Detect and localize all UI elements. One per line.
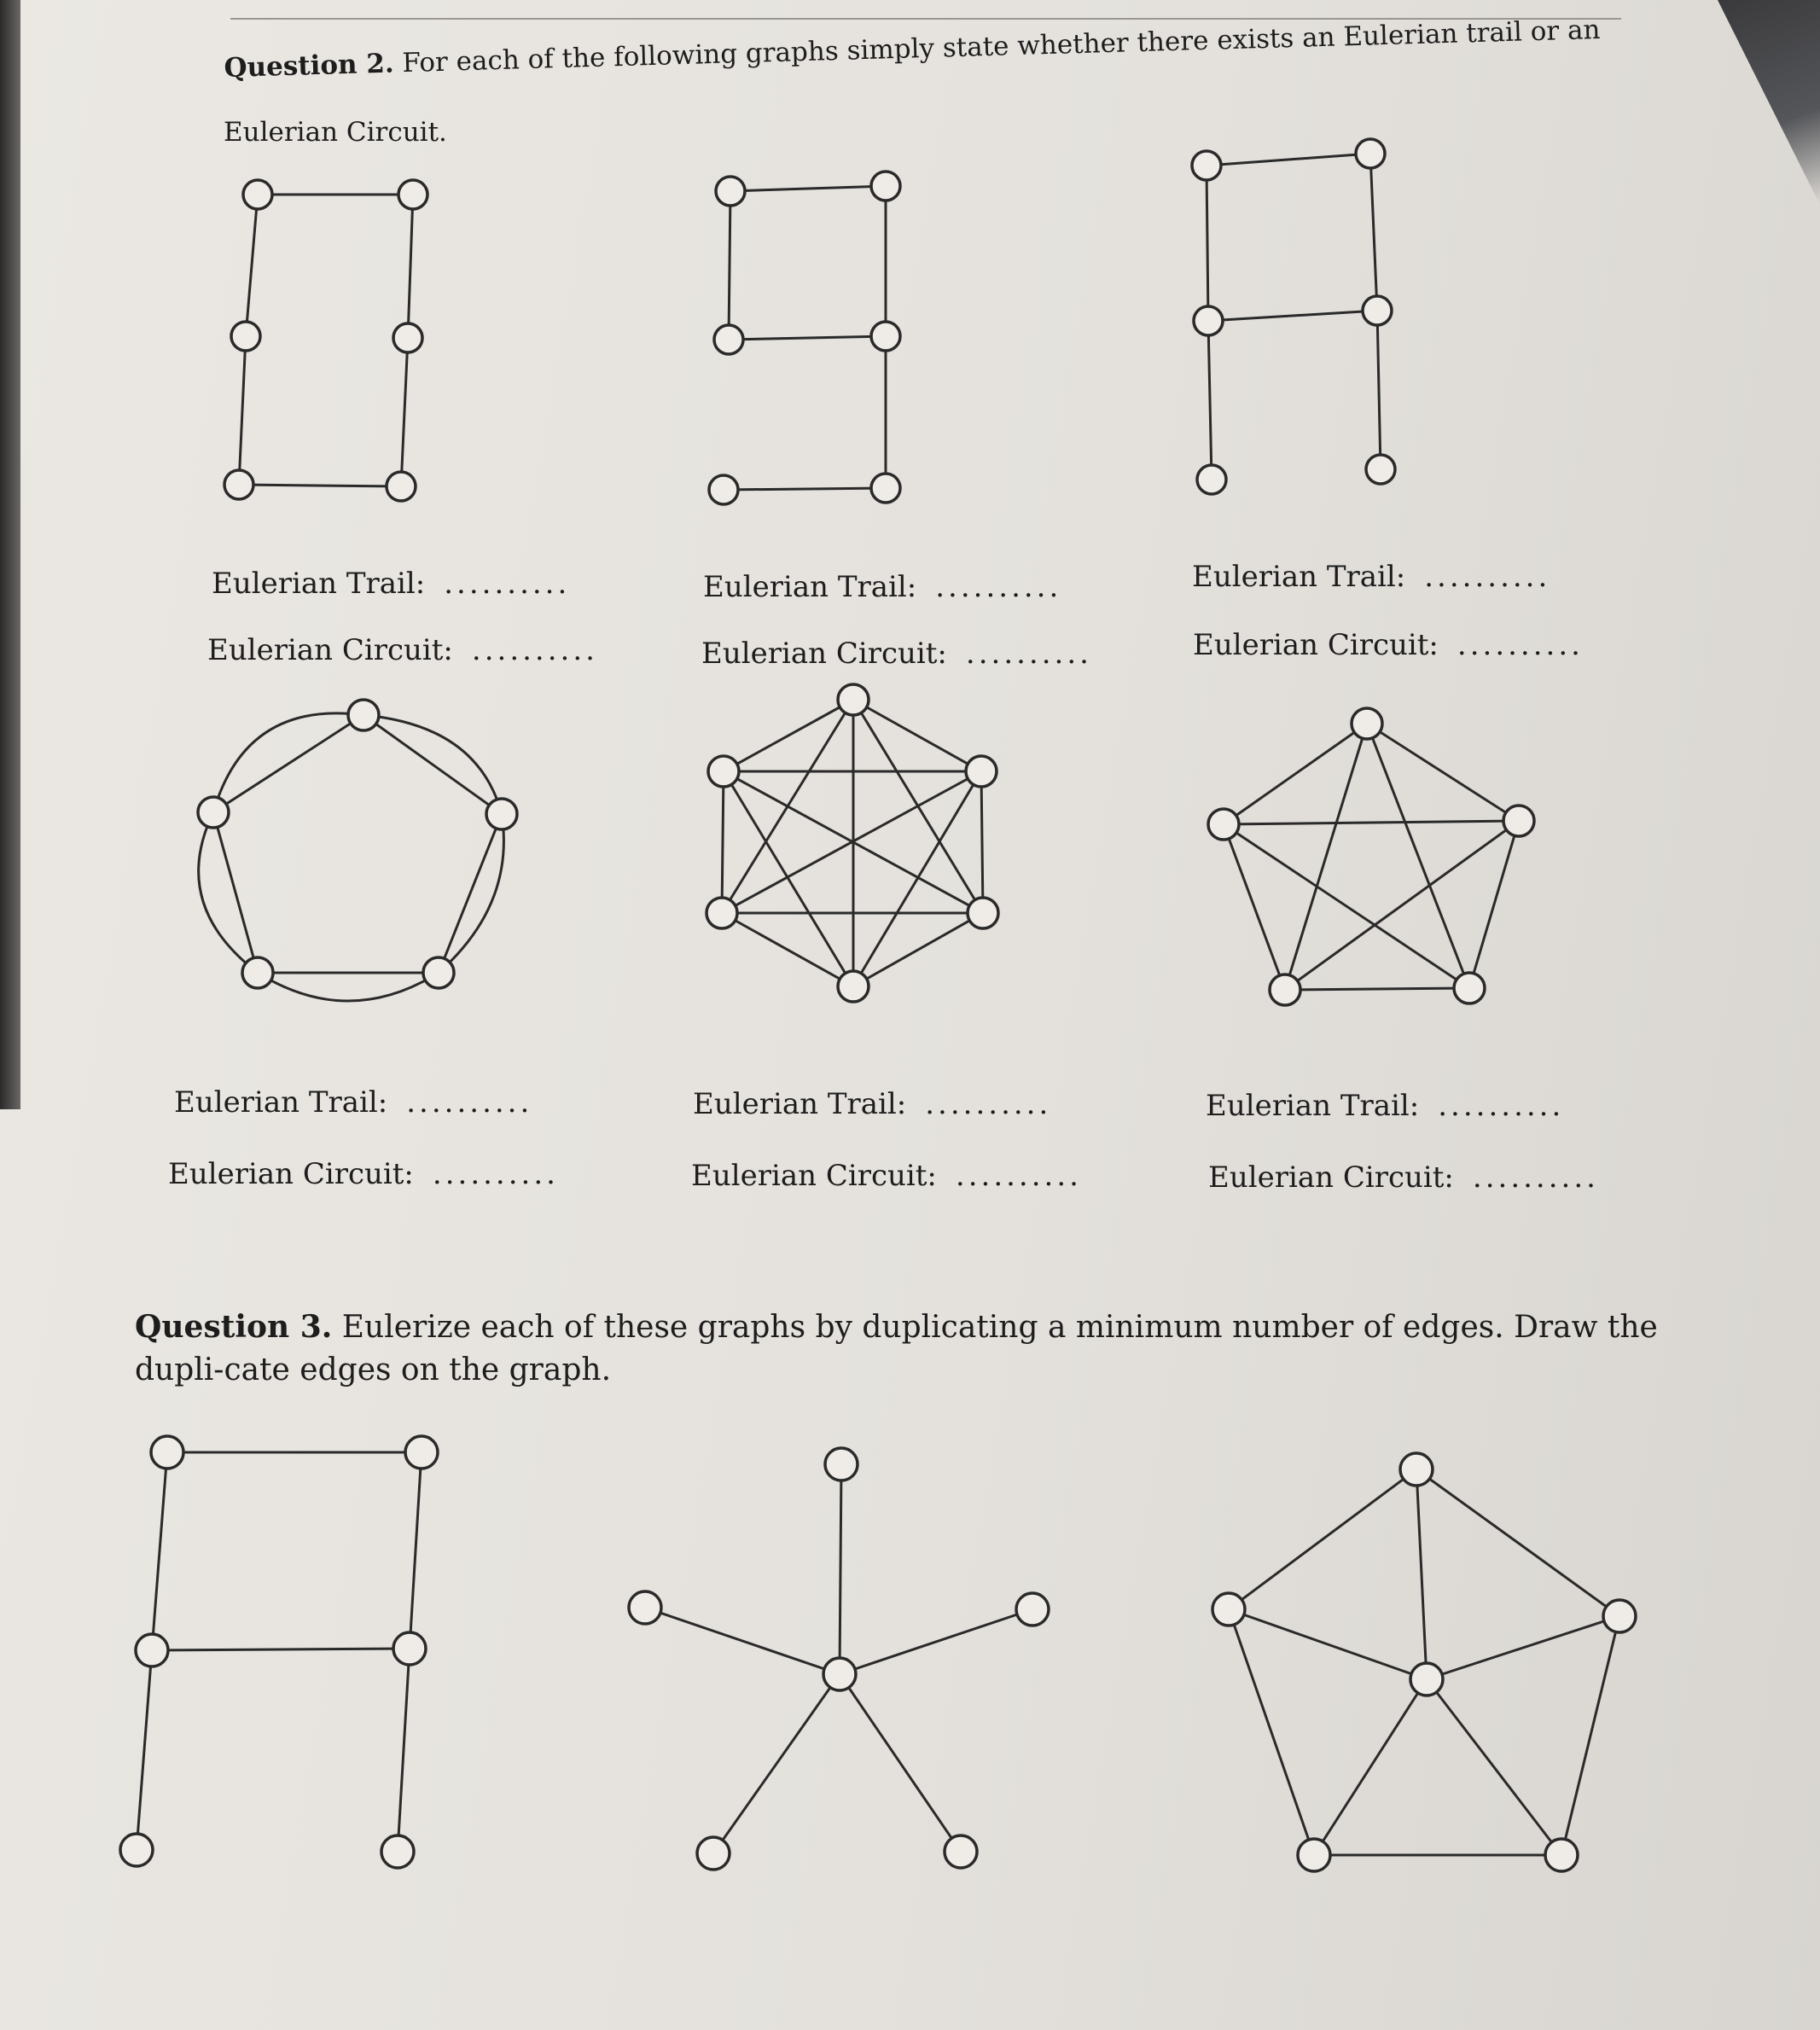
graph-vertex — [393, 323, 422, 352]
circuit-label: Eulerian Circuit: — [701, 637, 947, 671]
graph-edge — [1285, 724, 1367, 990]
graph-vertex — [716, 177, 745, 206]
graph-edge — [1370, 154, 1377, 311]
graph-edge — [401, 338, 408, 486]
graph-vertex — [823, 1658, 856, 1690]
graph-edge — [1427, 1679, 1561, 1855]
graph-8 — [629, 1448, 1049, 1870]
graph-edge — [1314, 1679, 1427, 1855]
graph-vertex — [966, 756, 997, 787]
graph-edge — [246, 195, 258, 336]
answer-blank[interactable]: .......... — [1457, 628, 1584, 662]
graph-edge — [722, 913, 853, 986]
graph-vertex — [1212, 1593, 1245, 1626]
graph-vertex — [136, 1634, 168, 1666]
graph-vertex — [231, 322, 260, 351]
graph-vertex — [629, 1591, 661, 1624]
graph-vertex — [1197, 465, 1226, 494]
graph-7 — [120, 1436, 438, 1868]
graph-edge — [853, 913, 983, 986]
graph-vertex — [1194, 306, 1223, 335]
graph-edge — [840, 1609, 1032, 1674]
graph-vertex — [1366, 455, 1395, 484]
graph-vertex — [714, 325, 743, 354]
trail-label: Eulerian Trail: — [703, 570, 917, 604]
graph-vertex — [697, 1837, 730, 1870]
graph-vertex — [871, 474, 900, 503]
graph-edge — [840, 1464, 841, 1674]
graph-edge — [152, 1452, 167, 1650]
graph-edge — [137, 1650, 152, 1850]
graph-9 — [1212, 1453, 1636, 1871]
graph-edge — [1367, 724, 1519, 821]
graph-vertex — [387, 472, 416, 501]
graph-vertex — [224, 470, 253, 499]
graph-edge — [645, 1608, 840, 1674]
graph-vertex — [871, 172, 900, 201]
graph-vertex — [945, 1835, 977, 1868]
answer-blank[interactable]: .......... — [1438, 1089, 1565, 1123]
graph-edge — [1208, 321, 1212, 480]
graph-edge — [410, 1452, 422, 1649]
graph-vertex — [1192, 151, 1221, 180]
graph-vertex — [706, 898, 737, 928]
graph-vertex — [708, 756, 739, 787]
graph-edge — [1377, 311, 1381, 469]
graph-edge — [408, 195, 413, 338]
graph-edge — [1469, 821, 1519, 988]
graph-vertex — [242, 957, 273, 988]
graph-vertex — [1410, 1663, 1443, 1696]
graph-5 — [706, 684, 998, 1002]
trail-label: Eulerian Trail: — [1206, 1089, 1420, 1123]
graph-edge — [1416, 1469, 1427, 1679]
graph-vertex — [709, 475, 738, 504]
question-3-text: Eulerize each of these graphs by duplicating a minimum number of edges. Draw the dupli-cate edges on the graph. — [135, 1310, 1658, 1387]
graph-vertex — [348, 700, 379, 730]
graph-edge — [1285, 988, 1469, 990]
graph-edge — [1224, 824, 1469, 988]
graph-edge — [199, 812, 258, 973]
question-2-number: Question 2. — [224, 48, 395, 84]
graph-edge — [724, 488, 886, 490]
graph-edge — [1224, 821, 1519, 824]
trail-label: Eulerian Trail: — [212, 567, 426, 601]
graph-vertex — [120, 1834, 153, 1866]
graph-vertex — [1352, 708, 1382, 739]
graph-vertex — [398, 180, 427, 209]
graph-edge — [1285, 821, 1519, 990]
graph-vertex — [838, 684, 869, 715]
question-2-heading-cont: Eulerian Circuit. — [224, 117, 447, 148]
answer-blank[interactable]: .......... — [1472, 1160, 1599, 1195]
graph-edge — [729, 191, 730, 340]
graph-vertex — [405, 1436, 438, 1469]
graph-vertex — [198, 797, 229, 828]
graph-vertex — [1270, 974, 1300, 1005]
graph-edge — [1224, 724, 1367, 824]
graph-vertex — [1208, 809, 1239, 840]
graph-vertex — [825, 1448, 858, 1480]
circuit-label: Eulerian Circuit: — [691, 1159, 937, 1193]
graph-6 — [1208, 708, 1534, 1005]
graph-vertex — [1298, 1839, 1330, 1871]
answer-blank[interactable]: .......... — [406, 1085, 533, 1120]
answer-blank[interactable]: .......... — [935, 570, 1062, 604]
graph-vertex — [151, 1436, 183, 1469]
graph-edge — [213, 715, 502, 973]
graph-vertex — [1503, 806, 1534, 836]
answer-blank[interactable]: .......... — [965, 637, 1092, 671]
graph-vertex — [486, 799, 517, 829]
graph-edge — [840, 1674, 961, 1852]
answer-blank[interactable]: .......... — [444, 567, 571, 601]
graph-edge — [981, 771, 983, 913]
trail-label: Eulerian Trail: — [174, 1085, 388, 1120]
answer-blank[interactable]: .......... — [471, 633, 598, 667]
circuit-label: Eulerian Circuit: — [207, 633, 453, 667]
graph-2 — [709, 172, 900, 504]
trail-label: Eulerian Trail: — [1192, 560, 1406, 594]
graph-edge — [1207, 154, 1370, 166]
circuit-label: Eulerian Circuit: — [1193, 628, 1439, 662]
graph-edge — [1224, 824, 1285, 990]
graph-edge — [258, 973, 439, 1001]
graph-edge — [1427, 1616, 1619, 1679]
graph-vertex — [1363, 296, 1392, 325]
graph-vertex — [1603, 1600, 1636, 1632]
graph-vertex — [1016, 1593, 1049, 1626]
graph-vertex — [1400, 1453, 1433, 1486]
question-2-text: For each of the following graphs simply state whether there exists an Eulerian trail or an — [402, 14, 1601, 79]
graph-edge — [239, 336, 246, 485]
graph-vertex — [1356, 139, 1385, 168]
graph-edge — [724, 700, 853, 771]
graph-edge — [152, 1649, 410, 1650]
graph-edge — [722, 771, 724, 913]
graph-edge — [398, 1649, 410, 1852]
graph-1 — [224, 180, 427, 501]
circuit-label: Eulerian Circuit: — [1208, 1160, 1454, 1195]
trail-label: Eulerian Trail: — [693, 1087, 907, 1121]
answer-blank[interactable]: .......... — [1424, 560, 1551, 594]
graph-vertex — [838, 971, 869, 1002]
graph-vertex — [1454, 973, 1485, 1003]
graph-vertex — [381, 1835, 414, 1868]
graph-edge — [1208, 311, 1377, 321]
answer-blank[interactable]: .......... — [925, 1087, 1052, 1121]
question-3-number: Question 3. — [135, 1309, 333, 1345]
graph-edge — [713, 1674, 840, 1853]
graph-vertex — [968, 898, 998, 928]
answer-blank[interactable]: .......... — [955, 1159, 1082, 1193]
graph-edge — [729, 336, 886, 340]
graph-edge — [730, 186, 886, 191]
graph-vertex — [393, 1632, 426, 1665]
graph-edge — [1207, 166, 1208, 321]
graph-3 — [1192, 139, 1395, 494]
graph-edge — [1229, 1609, 1427, 1679]
graph-edge — [1367, 724, 1469, 988]
answer-blank[interactable]: .......... — [432, 1157, 559, 1191]
graph-edge — [239, 485, 401, 486]
graph-edge — [853, 700, 981, 771]
graph-vertex — [1545, 1839, 1578, 1871]
circuit-label: Eulerian Circuit: — [168, 1157, 414, 1191]
graph-vertex — [423, 957, 454, 988]
graph-vertex — [243, 180, 272, 209]
graph-vertex — [871, 322, 900, 351]
graph-4 — [198, 700, 517, 1001]
